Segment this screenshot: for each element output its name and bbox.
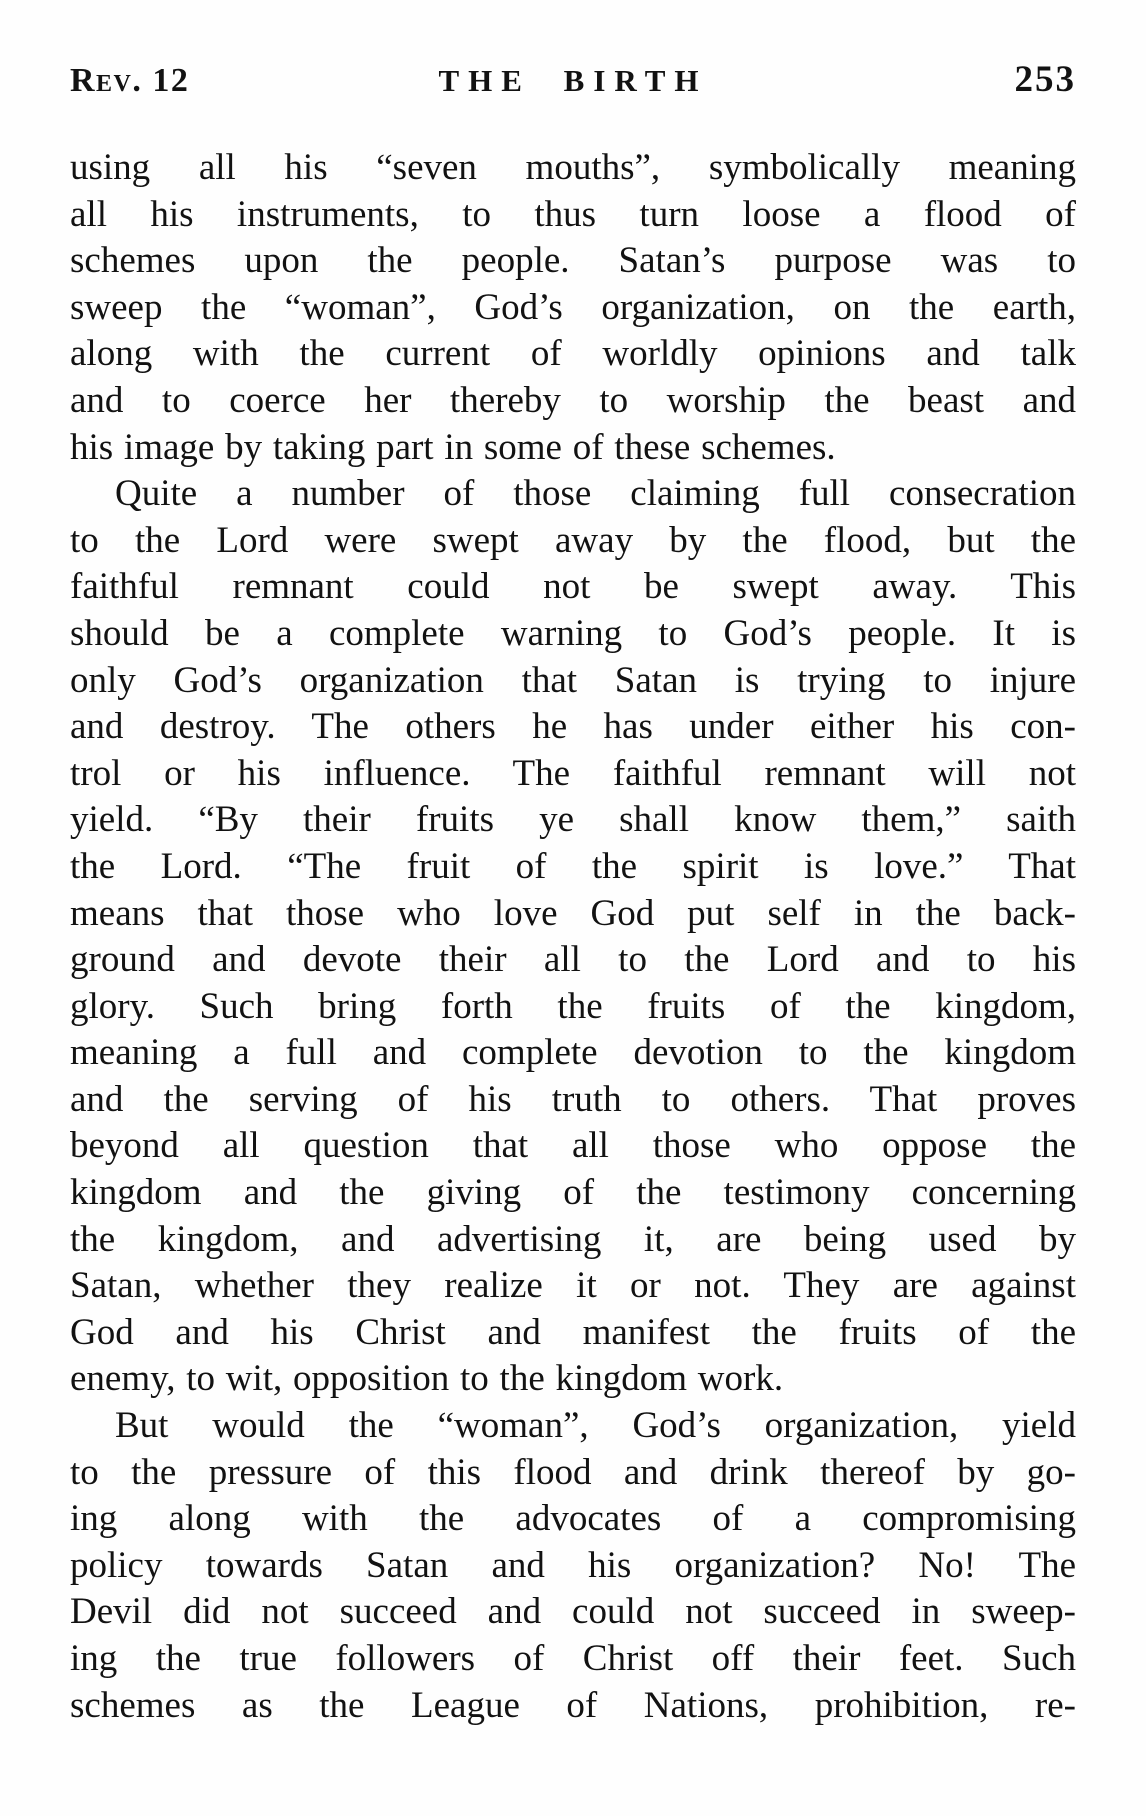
text-line: enemy, to wit, opposition to the kingdom work.: [70, 1358, 784, 1400]
text-line: along with the current of worldly opinions and talk: [70, 333, 1076, 375]
text-line: Satan, whether they realize it or not. They are against: [70, 1265, 1076, 1307]
chapter-reference: Rev. 12: [70, 62, 190, 99]
text-line: ing along with the advocates of a compromising: [70, 1498, 1076, 1540]
text-line: beyond all question that all those who oppose the: [70, 1125, 1076, 1167]
paragraph: [70, 145, 1076, 471]
text-line: to the Lord were swept away by the flood, but the: [70, 519, 1076, 561]
running-title: THE BIRTH: [438, 63, 708, 98]
text-line: policy towards Satan and his organization? No! The: [70, 1544, 1076, 1586]
page-number: 253: [1014, 59, 1076, 100]
text-line: ing the true followers of Christ off their feet. Such: [70, 1638, 1076, 1679]
text-line: all his instruments, to thus turn loose a flood of: [70, 193, 1076, 235]
text-line: means that those who love God put self in the back-: [70, 892, 1076, 934]
text-line: trol or his influence. The faithful remnant will not: [70, 752, 1076, 794]
page-body: [70, 145, 1076, 1729]
text-line: Quite a number of those claiming full consecration: [115, 473, 1076, 515]
text-line: meaning a full and complete devotion to the kingdom: [70, 1032, 1076, 1074]
text-line: God and his Christ and manifest the fruits of the: [70, 1311, 1076, 1353]
text-line: should be a complete warning to God’s people. It is: [70, 612, 1076, 654]
paragraph: [70, 471, 1076, 1403]
text-line: schemes upon the people. Satan’s purpose was to: [70, 240, 1076, 282]
text-line: ground and devote their all to the Lord and to his: [70, 939, 1076, 981]
text-line: glory. Such bring forth the fruits of the kingdom,: [70, 985, 1076, 1027]
text-line: and to coerce her thereby to worship the beast and: [70, 379, 1076, 421]
text-line: using all his “seven mouths”, symbolically meaning: [70, 147, 1076, 188]
text-line: faithful remnant could not be swept away. This: [70, 566, 1076, 608]
text-line: kingdom and the giving of the testimony concerning: [70, 1172, 1076, 1214]
text-line: and the serving of his truth to others. That proves: [70, 1078, 1076, 1120]
text-line: to the pressure of this flood and drink thereof by go-: [70, 1451, 1076, 1493]
text-line: his image by taking part in some of these schemes.: [70, 426, 836, 468]
text-line: the kingdom, and advertising it, are being used by: [70, 1218, 1076, 1260]
paragraph: [70, 1403, 1076, 1729]
text-line: and destroy. The others he has under either his con-: [70, 706, 1076, 748]
text-line: Devil did not succeed and could not succeed in sweep-: [70, 1591, 1076, 1633]
page-header: [70, 58, 1076, 101]
text-line: yield. “By their fruits ye shall know them,” saith: [70, 799, 1076, 841]
text-line: the Lord. “The fruit of the spirit is love.” That: [70, 845, 1076, 887]
text-line: But would the “woman”, God’s organization, yield: [115, 1405, 1076, 1447]
text-line: sweep the “woman”, God’s organization, on the earth,: [70, 286, 1076, 328]
text-line: schemes as the League of Nations, prohibition, re-: [70, 1684, 1076, 1726]
text-line: only God’s organization that Satan is trying to injure: [70, 659, 1076, 701]
